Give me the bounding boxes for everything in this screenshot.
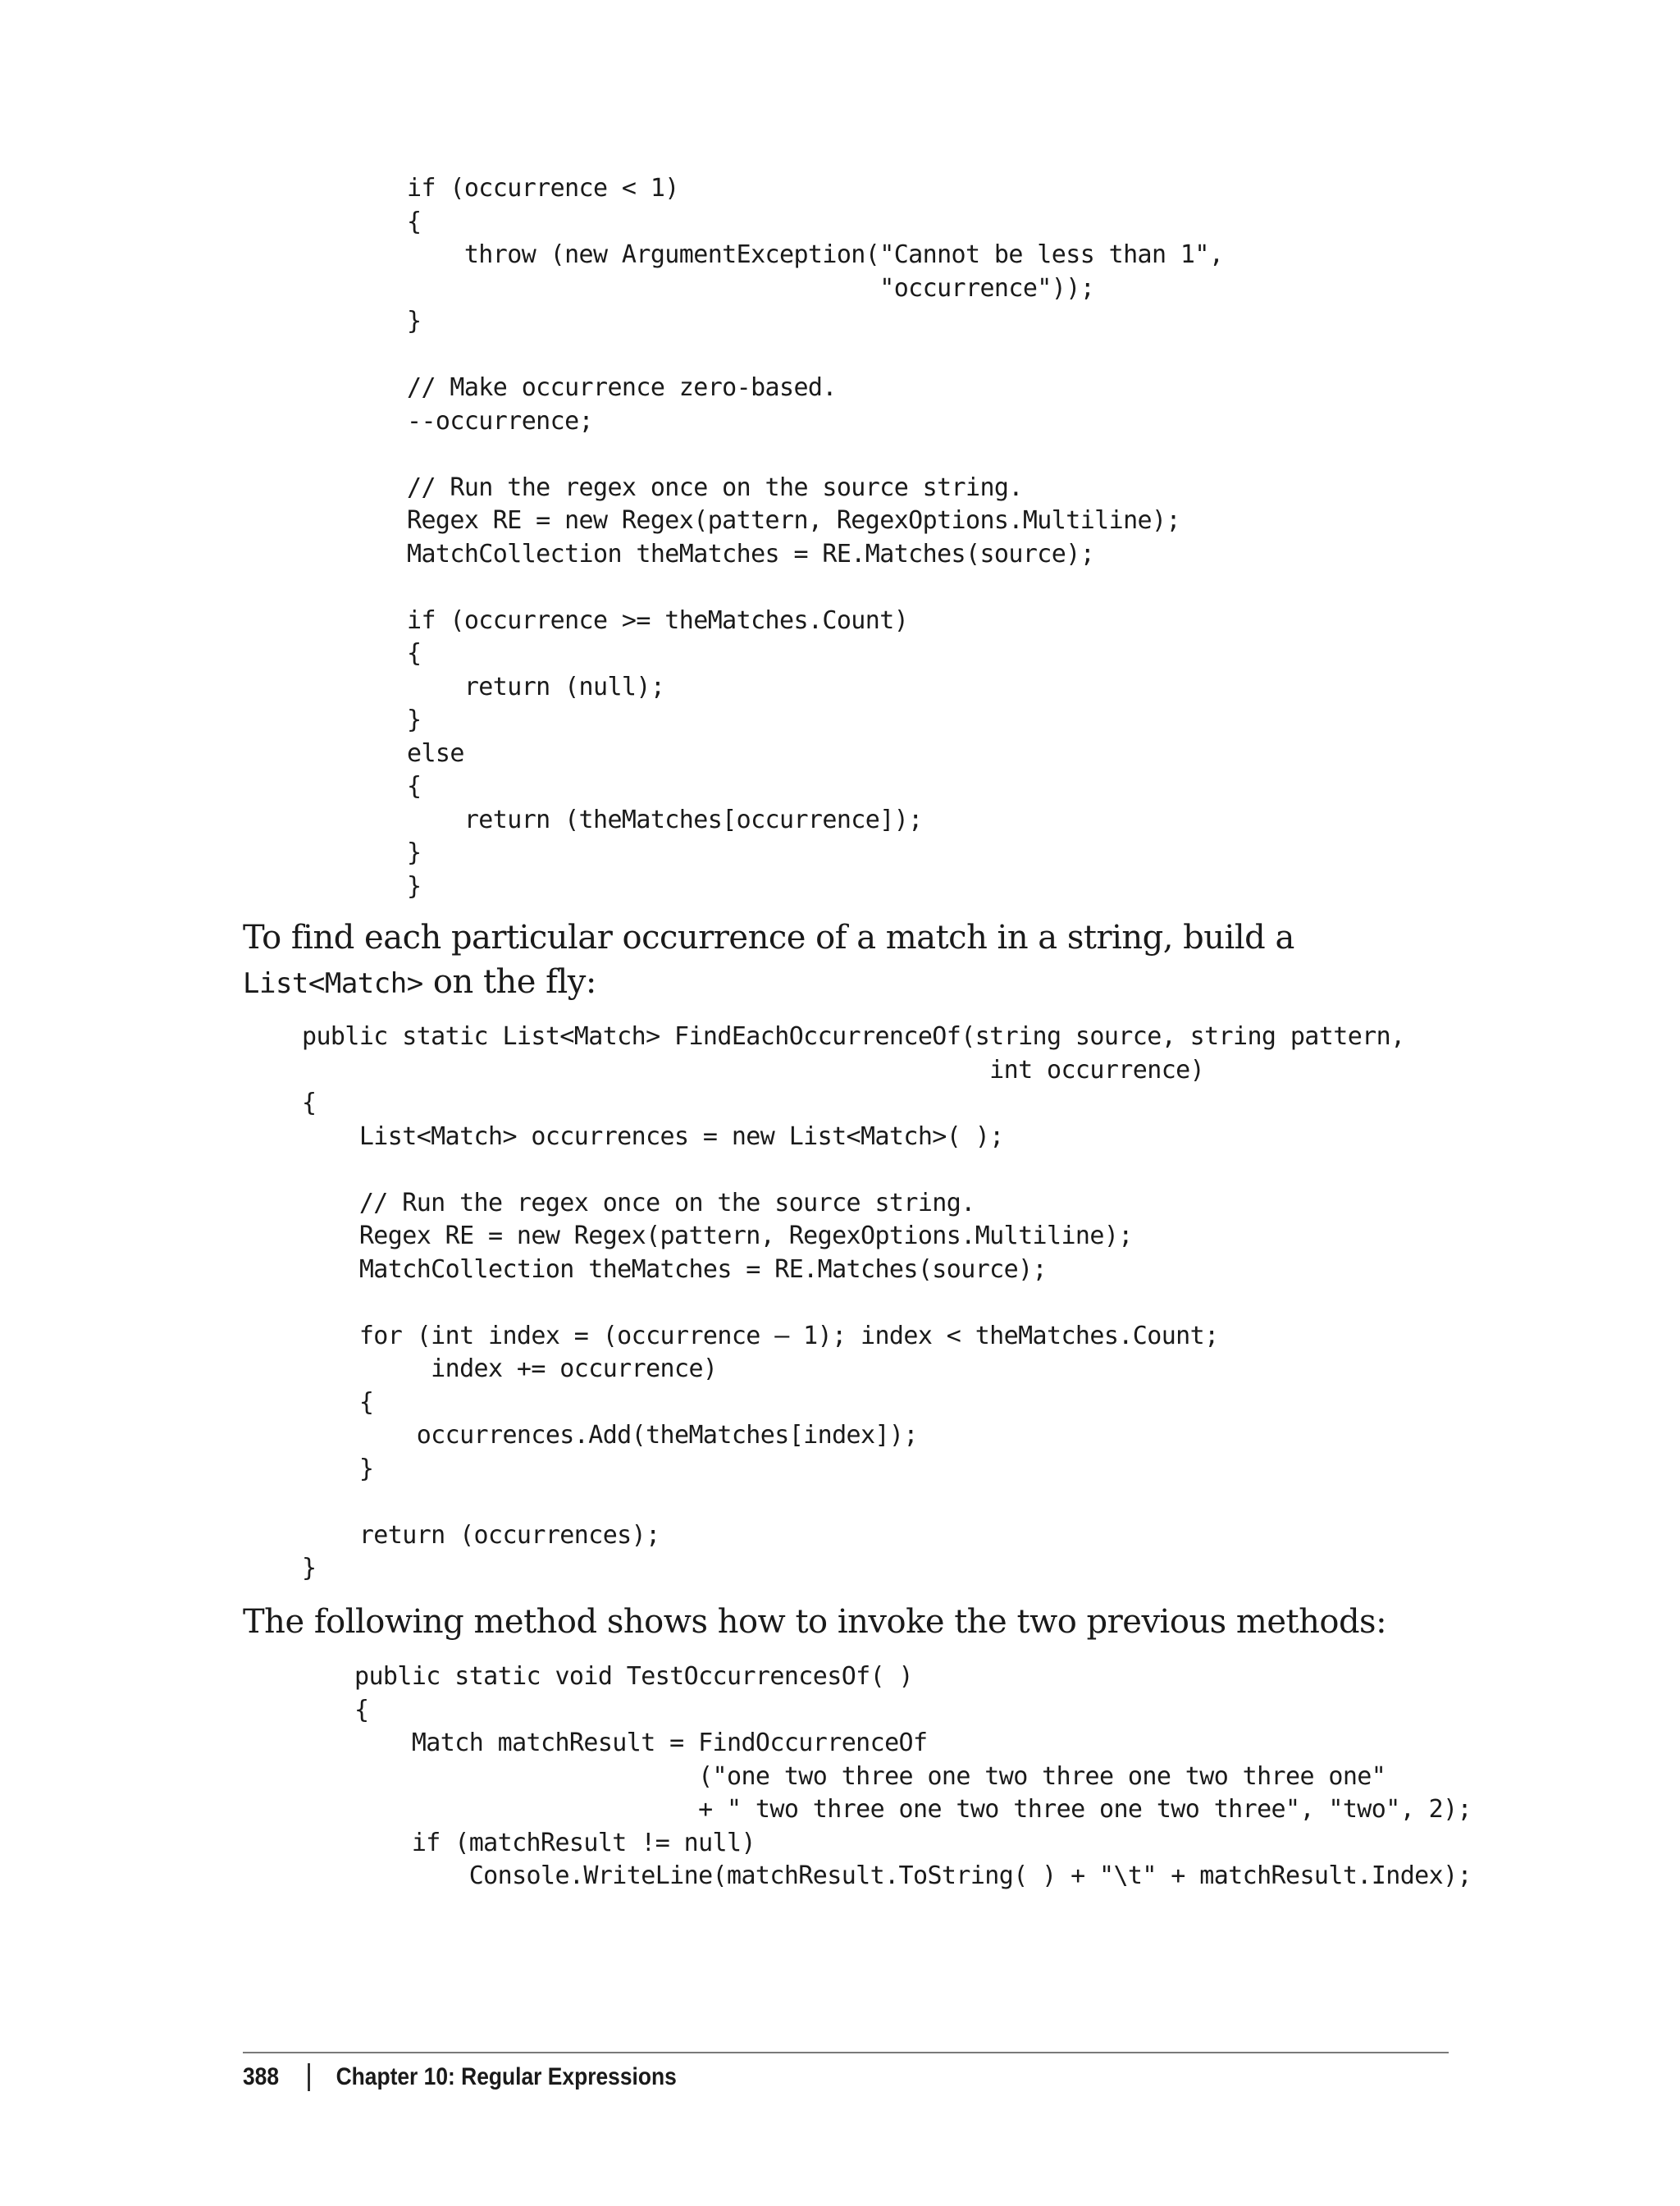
page-number: 388 [243,2063,280,2090]
code-block-test-occurrences-of: public static void TestOccurrencesOf( ) { Match matchResult = FindOccurrenceOf ("one two three one two three one two three one" + " two three one two three one two three", "two", 2); if (matchResult != null) Console.WriteLine(matchResult.ToString( ) + "\t" + matchResult.Index); [354,1662,1472,1890]
chapter-title: Chapter 10: Regular Expressions [336,2063,677,2090]
code-block-find-occurrence-tail: if (occurrence < 1) { throw (new ArgumentException("Cannot be less than 1", "occurrence")); } // Make occurrence zero-based. --occurrence; // Run the regex once on the source string. Regex RE = new Regex(pattern, RegexOptions.Multiline); MatchCollection theMatches = RE.Matches(source); if (occurrence >= theMatches.Count) { return (null); } else { return (theMatches[occurrence]); } } [407,174,1224,901]
code-block-find-each-occurrence-of: public static List<Match> FindEachOccurrenceOf(string source, string pattern, int occurrence) { List<Match> occurrences = new List<Match>( ); // Run the regex once on the source string. Regex RE = new Regex(pattern, RegexOptions.Multiline); MatchCollection theMatches = RE.Matches(source); for (int index = (occurrence – 1); index < theMatches.Count; index += occurrence) { occurrences.Add(theMatches[index]); } return (occurrences); } [302,1022,1405,1583]
paragraph-invoke-methods: The following method shows how to invoke the two previous methods: [243,1603,1387,1641]
page-footer [243,2061,677,2094]
inline-code-list-match: List<Match> [243,967,423,1000]
footer-divider [243,2052,1449,2053]
paragraph-text: To find each particular occurrence of a match in a string, build a [243,919,1294,957]
paragraph-find-each-occurrence [243,916,1449,1006]
paragraph-text: on the fly: [422,963,596,1001]
footer-separator [308,2063,310,2091]
